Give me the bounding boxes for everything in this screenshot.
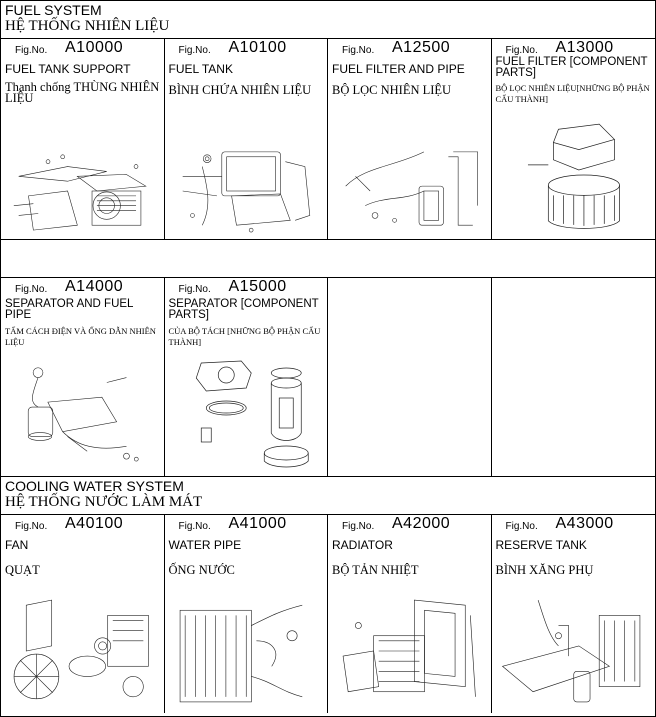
fig-label: Fig.No.: [15, 284, 48, 295]
fig-label: Fig.No.: [15, 521, 48, 532]
fuel-filter-pipe-diagram: [332, 147, 487, 235]
figure-cell[interactable]: [328, 515, 492, 713]
figure-cell[interactable]: [492, 39, 656, 239]
fig-number: A12500: [392, 39, 451, 56]
empty-cell: [328, 278, 492, 476]
fig-label: Fig.No.: [178, 45, 211, 56]
figure-title-vi: CỦA BỘ TÁCH [NHỮNG BỘ PHẬN CẤU THÀNH]: [168, 326, 321, 347]
fig-number: A40100: [65, 515, 124, 532]
water-pipe-diagram: [169, 595, 324, 707]
cooling-system-header: [1, 477, 655, 515]
figure-cell[interactable]: [1, 278, 165, 476]
figure-row: [1, 39, 655, 240]
fig-number: A14000: [65, 278, 124, 295]
fig-label: Fig.No.: [505, 521, 538, 532]
figure-title-vi: BỘ TẢN NHIỆT: [332, 563, 419, 577]
figure-cell[interactable]: [165, 39, 329, 239]
fuel-tank-support-diagram: [5, 147, 160, 235]
fuel-system-header: [1, 1, 655, 39]
section-title-vi: HỆ THỐNG NHIÊN LIỆU: [5, 18, 170, 34]
radiator-diagram: [332, 595, 487, 707]
figure-cell[interactable]: [1, 515, 165, 713]
empty-cell: [492, 278, 656, 476]
figure-cell[interactable]: [1, 39, 165, 239]
figure-title-vi: ỐNG NƯỚC: [168, 563, 235, 577]
figure-cell[interactable]: [492, 515, 656, 713]
fig-number: A10100: [228, 39, 287, 56]
empty-cell: [1, 240, 655, 277]
fig-number: A43000: [555, 515, 614, 532]
figure-title-en: FUEL TANK SUPPORT: [5, 62, 131, 76]
section-title-en: COOLING WATER SYSTEM: [5, 478, 184, 494]
figure-title-en: WATER PIPE: [168, 538, 242, 552]
fig-label: Fig.No.: [505, 45, 538, 56]
fig-number: A15000: [228, 278, 287, 295]
section-title-en: FUEL SYSTEM: [5, 2, 102, 18]
fig-number: A41000: [228, 515, 287, 532]
figure-cell[interactable]: [328, 39, 492, 239]
figure-title-en: SEPARATOR AND FUEL PIPE: [5, 298, 134, 321]
figure-title-en: RADIATOR: [332, 538, 393, 552]
figure-title-vi: TẤM CÁCH ĐIỆN VÀ ỐNG DẪN NHIÊN LIỆU: [5, 326, 156, 347]
figure-title-vi: BỘ LỌC NHIÊN LIỆU[NHỮNG BỘ PHẬN CẤU THÀNH]: [495, 83, 650, 104]
section-title-vi: HỆ THỐNG NƯỚC LÀM MÁT: [5, 494, 203, 510]
figure-title-vi: BÌNH CHỨA NHIÊN LIỆU: [168, 83, 312, 97]
fig-number: A10000: [65, 39, 124, 56]
figure-title-en: RESERVE TANK: [495, 538, 587, 552]
fig-number: A13000: [555, 39, 614, 56]
figure-title-en: FUEL FILTER [COMPONENT PARTS]: [495, 56, 648, 79]
figure-title-vi: QUẠT: [5, 563, 40, 577]
figure-row: [1, 515, 655, 713]
figure-title-en: FAN: [5, 538, 29, 552]
fig-label: Fig.No.: [342, 521, 375, 532]
fig-label: Fig.No.: [178, 284, 211, 295]
fig-label: Fig.No.: [15, 45, 48, 56]
figure-cell[interactable]: [165, 278, 329, 476]
figure-cell[interactable]: [165, 515, 329, 713]
figure-title-vi: BỘ LỌC NHIÊN LIỆU: [332, 83, 452, 97]
figure-title-vi: Thanh chống THÙNG NHIÊN LIỆU: [5, 80, 160, 105]
separator-fuel-pipe-diagram: [5, 353, 160, 466]
figure-title-vi: BÌNH XĂNG PHỤ: [495, 563, 594, 577]
figure-title-en: FUEL FILTER AND PIPE: [332, 62, 465, 76]
figure-row: [1, 278, 655, 477]
figure-title-en: SEPARATOR [COMPONENT PARTS]: [168, 298, 319, 321]
fuel-filter-component-diagram: [496, 114, 652, 231]
fan-diagram: [5, 595, 160, 707]
fig-label: Fig.No.: [178, 521, 211, 532]
empty-row: [1, 240, 655, 278]
figure-title-en: FUEL TANK: [168, 62, 233, 76]
fig-number: A42000: [392, 515, 451, 532]
reserve-tank-diagram: [496, 595, 652, 707]
separator-component-diagram: [169, 353, 324, 468]
fuel-tank-diagram: [169, 147, 324, 235]
fig-label: Fig.No.: [342, 45, 375, 56]
